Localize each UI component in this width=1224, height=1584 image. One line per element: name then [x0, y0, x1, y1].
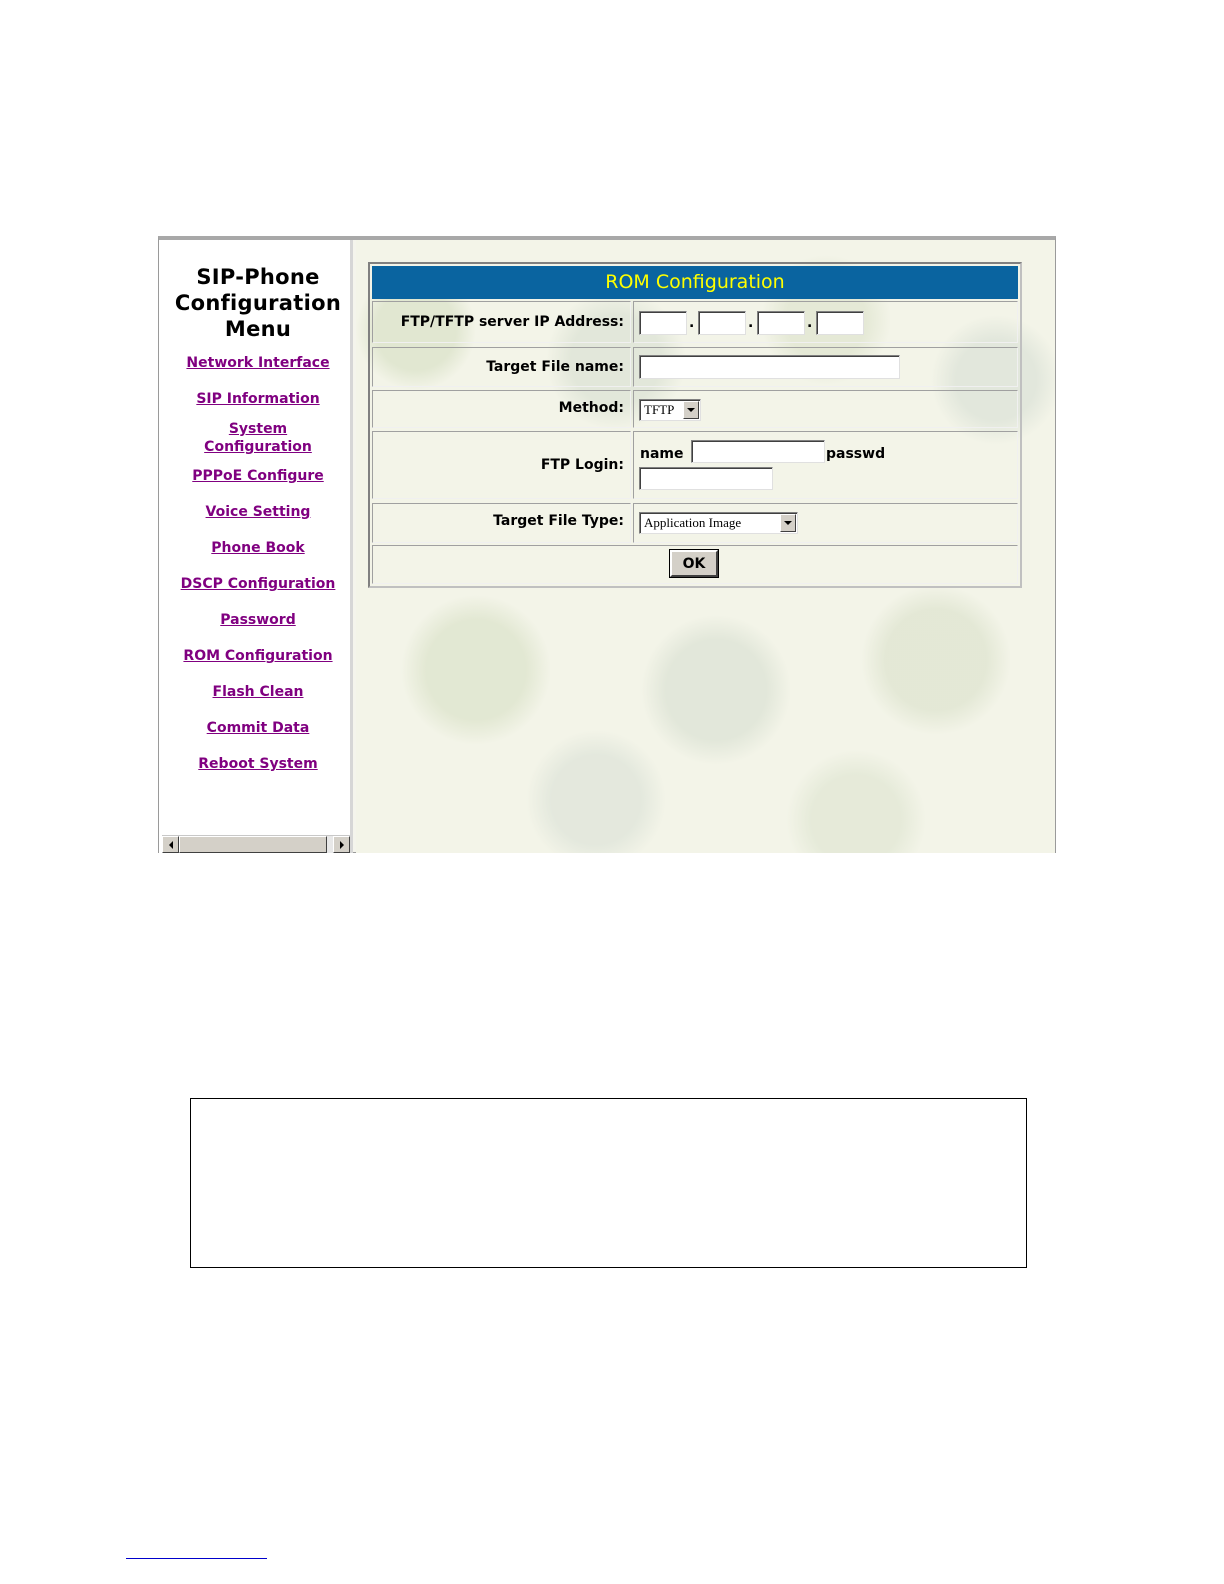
- sidebar-menu: [159, 240, 353, 853]
- ip-octet-4-input[interactable]: [816, 311, 864, 335]
- sidebar-item-phone-book[interactable]: Phone Book: [211, 540, 305, 556]
- file-type-selected-value: Application Image: [644, 515, 742, 530]
- sidebar-item-dscp-configuration[interactable]: DSCP Configuration: [180, 576, 336, 592]
- login-passwd-label: passwd: [826, 446, 886, 462]
- ip-separator: .: [689, 315, 695, 331]
- method-selected-value: TFTP: [644, 402, 675, 417]
- ip-separator: .: [807, 315, 813, 331]
- menu-title-line: Configuration: [174, 291, 342, 315]
- label-cell: [372, 431, 631, 499]
- sidebar-item-voice-setting[interactable]: Voice Setting: [205, 504, 311, 520]
- method-label: Method:: [558, 400, 624, 416]
- content-frame: [356, 240, 1055, 853]
- sidebar-item-system-configuration[interactable]: System: [228, 421, 288, 437]
- target-file-name-label: Target File name:: [486, 359, 624, 375]
- menu-title-line: SIP-Phone: [196, 265, 320, 289]
- target-file-type-cell: [633, 503, 1018, 543]
- label-cell: [372, 301, 631, 343]
- sidebar-item-network-interface[interactable]: Network Interface: [186, 355, 330, 371]
- sidebar-item-flash-clean[interactable]: Flash Clean: [212, 684, 304, 700]
- sidebar-item-password[interactable]: Password: [220, 612, 296, 628]
- method-cell: [633, 390, 1018, 428]
- sidebar-item-reboot-system[interactable]: Reboot System: [198, 756, 318, 772]
- login-passwd-input[interactable]: [639, 467, 773, 490]
- label-cell: [372, 503, 631, 543]
- rom-configuration-form: [368, 262, 1022, 588]
- target-file-name-cell: [633, 347, 1018, 387]
- server-ip-cell: [633, 301, 1018, 343]
- method-select[interactable]: [639, 399, 701, 421]
- label-cell: [372, 390, 631, 428]
- browser-screenshot: [158, 236, 1056, 853]
- ip-octet-3-input[interactable]: [757, 311, 805, 335]
- login-name-label: name: [640, 446, 684, 462]
- menu-title: [159, 264, 353, 342]
- scrollbar-thumb[interactable]: [179, 836, 327, 853]
- ftp-login-label: FTP Login:: [540, 457, 624, 473]
- sidebar-item-sip-information[interactable]: SIP Information: [196, 391, 320, 407]
- ftp-login-cell: [633, 431, 1018, 499]
- server-ip-label: FTP/TFTP server IP Address:: [400, 314, 624, 330]
- ip-octet-2-input[interactable]: [698, 311, 746, 335]
- sidebar-item-pppoe-configure[interactable]: PPPoE Configure: [192, 468, 324, 484]
- ip-separator: .: [748, 315, 754, 331]
- login-name-input[interactable]: [691, 440, 825, 463]
- menu-title-line: Menu: [224, 317, 292, 341]
- target-file-name-input[interactable]: [639, 355, 900, 379]
- form-title: ROM Configuration: [372, 266, 1018, 299]
- sidebar-item-rom-configuration[interactable]: ROM Configuration: [183, 648, 333, 664]
- scroll-left-arrow-icon[interactable]: [162, 836, 179, 853]
- label-cell: [372, 347, 631, 387]
- footnote-rule: [126, 1558, 267, 1559]
- empty-caption-box: [190, 1098, 1027, 1268]
- ok-button[interactable]: OK: [670, 550, 718, 577]
- chevron-down-icon[interactable]: [683, 401, 699, 419]
- chevron-down-icon[interactable]: [780, 514, 796, 532]
- target-file-type-select[interactable]: [639, 512, 798, 534]
- sidebar-item-commit-data[interactable]: Commit Data: [206, 720, 310, 736]
- scroll-right-arrow-icon[interactable]: [333, 836, 350, 853]
- sidebar-item-system-configuration-line2[interactable]: Configuration: [204, 439, 312, 455]
- ip-octet-1-input[interactable]: [639, 311, 687, 335]
- horizontal-scrollbar[interactable]: [162, 835, 350, 853]
- target-file-type-label: Target File Type:: [493, 513, 624, 529]
